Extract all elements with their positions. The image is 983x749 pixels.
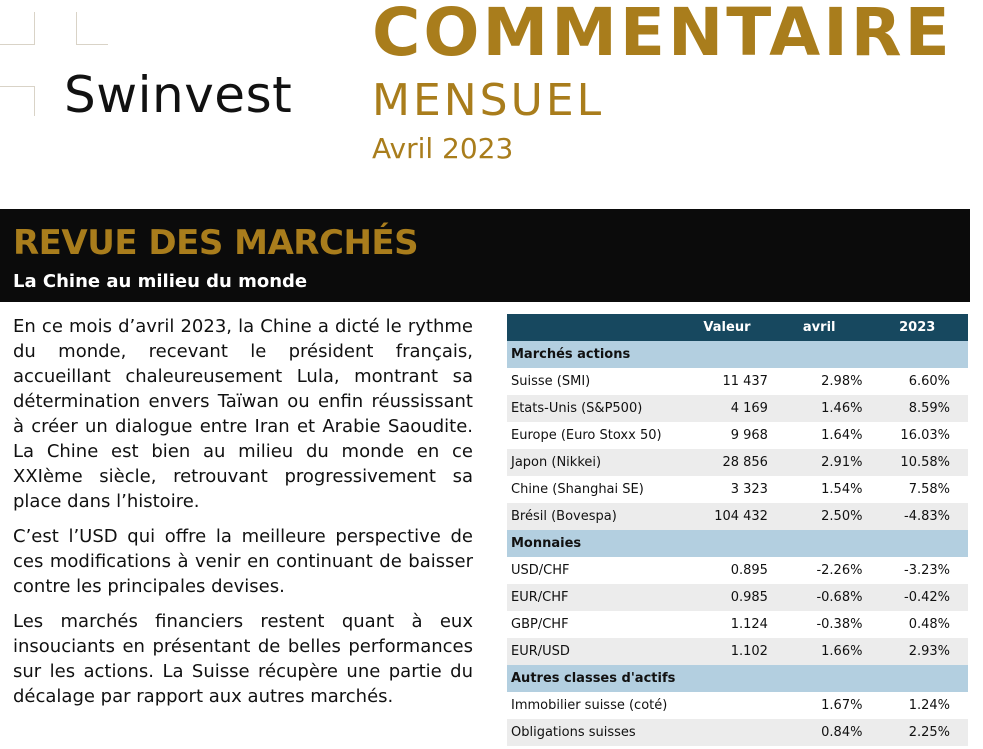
row-name: Chine (Shanghai SE): [511, 482, 644, 497]
row-name: EUR/USD: [507, 638, 682, 665]
table-row: [507, 368, 968, 395]
row-ytd: 7.58%: [908, 482, 950, 497]
row-name: EUR/CHF: [507, 584, 682, 611]
row-april: 1.64%: [821, 428, 863, 443]
row-ytd: -3.23%: [866, 557, 968, 584]
section-row-currencies: [507, 530, 968, 557]
row-name: Immobilier suisse (coté): [511, 698, 668, 713]
paragraph: C’est l’USD qui offre la meilleure perspective de ces modifications à venir en continuant de baisser contre les principales devises.: [13, 526, 473, 597]
table-row: [507, 503, 968, 530]
section-label: Autres classes d'actifs: [507, 665, 968, 692]
row-name: Europe (Euro Stoxx 50): [511, 428, 662, 443]
row-april: 1.66%: [772, 638, 867, 665]
row-name: Suisse (SMI): [511, 374, 591, 389]
row-value: 0.985: [682, 584, 772, 611]
row-ytd: -0.42%: [866, 584, 968, 611]
row-name: Brésil (Bovespa): [507, 503, 682, 530]
table-row: [507, 557, 968, 584]
market-table: [507, 314, 968, 746]
header-april: avril: [772, 314, 867, 341]
table-row: [507, 395, 968, 422]
row-april: 2.91%: [772, 449, 867, 476]
table-row: [507, 719, 968, 746]
row-name: Japon (Nikkei): [507, 449, 682, 476]
table-row: [507, 584, 968, 611]
paragraph: Les marchés financiers restent quant à eux insouciants en présentant de belles performances sur les actions. La Suisse récupère une partie du décalage par rapport aux autres marchés.: [13, 611, 473, 707]
row-april: -2.26%: [772, 557, 867, 584]
row-value: 11 437: [722, 374, 768, 389]
row-ytd: 10.58%: [866, 449, 968, 476]
table-row: [507, 422, 968, 449]
table-row: [507, 638, 968, 665]
logo: Swinvest: [64, 66, 293, 124]
table-row: [507, 692, 968, 719]
row-name: Obligations suisses: [507, 719, 682, 746]
row-value: 9 968: [730, 428, 768, 443]
table-header-row: [507, 314, 968, 341]
row-ytd: 2.25%: [866, 719, 968, 746]
row-value: 0.895: [682, 557, 772, 584]
row-ytd: 1.24%: [908, 698, 950, 713]
page-subtitle: MENSUEL: [372, 75, 605, 126]
row-ytd: 6.60%: [908, 374, 950, 389]
row-value: 104 432: [682, 503, 772, 530]
row-ytd: 8.59%: [866, 395, 968, 422]
paragraph: En ce mois d’avril 2023, la Chine a dicté le rythme du monde, recevant le président français, accueillant chaleureusement Lula, montrant sa détermination envers Taïwan ou enfin réussissant à créer un dialogue entre Iran et Arabie Saoudite. La Chine est bien au milieu du monde en ce XXIème siècle, retrouvant progressivement sa place dans l’histoire.: [13, 316, 473, 512]
row-april: 2.50%: [772, 503, 867, 530]
row-april: 0.84%: [772, 719, 867, 746]
header-year: 2023: [866, 314, 968, 341]
row-april: 1.67%: [821, 698, 863, 713]
page-title: COMMENTAIRE: [372, 0, 953, 71]
page-date: Avril 2023: [372, 132, 514, 165]
header-name: [507, 314, 682, 341]
row-april: 1.46%: [772, 395, 867, 422]
section-subtitle: La Chine au milieu du monde: [13, 271, 308, 292]
row-value: 1.124: [682, 611, 772, 638]
section-label: Marchés actions: [507, 341, 968, 368]
row-ytd: 0.48%: [866, 611, 968, 638]
row-ytd: 2.93%: [866, 638, 968, 665]
section-row-other-assets: [507, 665, 968, 692]
row-value: 1.102: [682, 638, 772, 665]
row-ytd: 16.03%: [900, 428, 950, 443]
section-row-equities: [507, 341, 968, 368]
header-value: Valeur: [682, 314, 772, 341]
row-april: 2.98%: [821, 374, 863, 389]
row-april: -0.38%: [772, 611, 867, 638]
section-banner: [0, 209, 970, 302]
row-ytd: -4.83%: [866, 503, 968, 530]
row-name: GBP/CHF: [507, 611, 682, 638]
commentary-text: [13, 314, 473, 719]
table-row: [507, 476, 968, 503]
row-april: -0.68%: [772, 584, 867, 611]
row-value: [682, 692, 772, 719]
row-value: 4 169: [682, 395, 772, 422]
row-name: Etats-Unis (S&P500): [507, 395, 682, 422]
row-name: USD/CHF: [507, 557, 682, 584]
section-title: REVUE DES MARCHÉS: [13, 223, 419, 263]
row-april: 1.54%: [821, 482, 863, 497]
section-label: Monnaies: [507, 530, 968, 557]
row-value: [682, 719, 772, 746]
table-row: [507, 449, 968, 476]
row-value: 28 856: [682, 449, 772, 476]
row-value: 3 323: [730, 482, 768, 497]
table-row: [507, 611, 968, 638]
